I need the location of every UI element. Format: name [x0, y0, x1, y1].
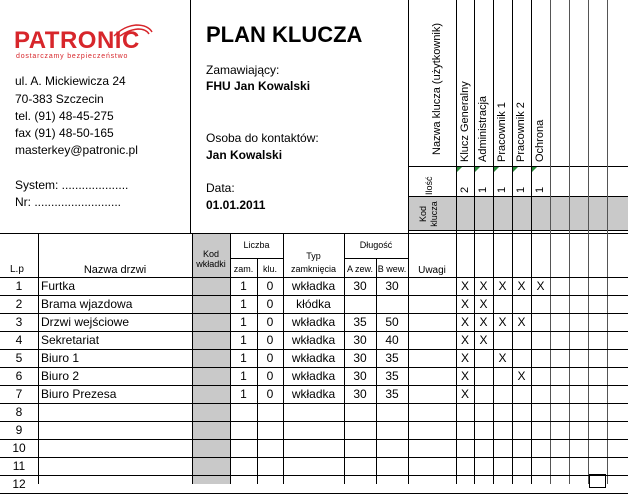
row-lock-type: wkładka — [291, 387, 336, 401]
key-quantity-3: 1 — [496, 186, 508, 193]
row-key-mark: X — [460, 297, 469, 311]
row-key-mark: X — [460, 315, 469, 329]
key-quantity-2: 1 — [477, 186, 489, 193]
row-length-b: 30 — [385, 279, 399, 293]
logo-text: PATRONIC — [14, 27, 140, 54]
email-address: masterkey@patronic.pl — [15, 143, 138, 157]
row-ordered: 1 — [240, 369, 247, 383]
count-group-header: Liczba — [243, 240, 270, 250]
row-door-name: Brama wjazdowa — [41, 297, 133, 311]
key-quantity-5: 1 — [534, 186, 546, 193]
notes-header: Uwagi — [418, 265, 446, 276]
row-key-mark: X — [479, 297, 488, 311]
grid-vline — [493, 0, 494, 484]
row-length-b: 40 — [385, 333, 399, 347]
row-lock-type: wkładka — [291, 315, 336, 329]
row-ordered: 1 — [240, 279, 247, 293]
row-door-name: Biuro Prezesa — [41, 387, 117, 401]
code-column-header: Kod wkładki — [196, 249, 226, 269]
grid-hline — [0, 313, 628, 314]
row-key-mark: X — [479, 315, 488, 329]
quantity-header: Ilość — [424, 176, 434, 195]
row-lp: 7 — [15, 387, 23, 401]
row-key-mark: X — [460, 351, 469, 365]
length-a-header: A zew. — [346, 264, 373, 274]
grid-hline — [0, 475, 628, 476]
grid-vline — [588, 0, 589, 484]
grid-hline — [0, 439, 628, 440]
key-name-2: Administracja — [477, 95, 489, 162]
grid-hline — [230, 258, 283, 259]
row-door-name: Sekretariat — [41, 333, 100, 347]
orderer-value: FHU Jan Kowalski — [206, 79, 311, 93]
key-name-4: Pracownik 2 — [515, 102, 527, 162]
grid-vline — [569, 0, 570, 484]
row-lp: 12 — [12, 477, 26, 491]
key-quantity-4: 1 — [515, 186, 527, 193]
row-ordered: 1 — [240, 387, 247, 401]
grid-hline — [0, 233, 628, 234]
grid-vline — [190, 0, 191, 233]
row-key-mark: X — [460, 279, 469, 293]
date-value: 01.01.2011 — [206, 198, 266, 212]
row-lp: 11 — [12, 459, 26, 473]
phone-number: tel. (91) 48-45-275 — [15, 109, 114, 123]
row-length-b: 50 — [385, 315, 399, 329]
grid-vline — [531, 0, 532, 484]
row-ordered: 1 — [240, 297, 247, 311]
comment-marker-icon — [513, 167, 518, 172]
lp-header: L.p — [10, 264, 24, 275]
page-title: PLAN KLUCZA — [206, 22, 363, 47]
row-key-mark: X — [517, 369, 526, 383]
row-door-name: Biuro 2 — [41, 369, 80, 383]
grid-vline — [192, 233, 193, 484]
grid-vline — [607, 0, 608, 484]
row-keys: 0 — [266, 369, 274, 383]
row-lp: 3 — [15, 315, 23, 329]
length-group-header: Długość — [359, 240, 393, 250]
key-name-3: Pracownik 1 — [496, 102, 508, 162]
row-lock-type: kłódka — [296, 297, 331, 311]
grid-hline — [408, 166, 628, 167]
key-name-1: Klucz Generalny — [459, 81, 471, 162]
comment-marker-icon — [475, 167, 480, 172]
key-name-5: Ochrona — [534, 119, 546, 162]
key-code-row-bg — [408, 196, 628, 230]
key-code-header: Kod klucza — [418, 201, 439, 227]
row-key-mark: X — [479, 333, 488, 347]
number-field: Nr: .......................... — [15, 195, 122, 209]
row-keys: 0 — [266, 315, 274, 329]
grid-hline — [0, 403, 628, 404]
row-length-a: 30 — [353, 333, 367, 347]
grid-vline — [408, 0, 409, 484]
date-label: Data: — [206, 181, 235, 195]
door-name-header: Nazwa drzwi — [83, 264, 147, 276]
grid-vline — [230, 233, 231, 484]
grid-vline — [550, 0, 551, 484]
corner-checkbox[interactable] — [589, 474, 606, 488]
key-quantity-1: 2 — [459, 186, 471, 193]
grid-vline — [456, 0, 457, 484]
length-b-header: B wew. — [377, 264, 407, 274]
row-key-mark: X — [498, 315, 507, 329]
lock-type-header: Typ zamknięcia — [290, 251, 337, 274]
grid-hline — [408, 196, 628, 197]
door-code-column-bg — [192, 233, 230, 484]
row-length-a: 30 — [353, 351, 367, 365]
row-ordered: 1 — [240, 351, 247, 365]
row-key-mark: X — [460, 333, 469, 347]
logo-tagline: dostarczamy bezpieczeństwo — [16, 53, 129, 60]
row-keys: 0 — [266, 387, 274, 401]
grid-hline — [408, 230, 628, 231]
grid-vline — [344, 233, 345, 484]
grid-vline — [474, 0, 475, 484]
row-keys: 0 — [266, 333, 274, 347]
grid-hline — [0, 295, 628, 296]
grid-vline — [38, 233, 39, 484]
key-name-header: Nazwa klucza (użytkownik) — [431, 22, 443, 155]
row-length-a: 30 — [353, 387, 367, 401]
comment-marker-icon — [532, 167, 537, 172]
comment-marker-icon — [494, 167, 499, 172]
row-key-mark: X — [517, 279, 526, 293]
grid-vline — [257, 258, 258, 484]
row-length-b: 35 — [385, 369, 399, 383]
orderer-label: Zamawiający: — [206, 63, 280, 77]
row-key-mark: X — [460, 369, 469, 383]
row-length-a: 30 — [353, 279, 367, 293]
grid-hline — [0, 349, 628, 350]
grid-hline — [0, 457, 628, 458]
contact-value: Jan Kowalski — [206, 148, 283, 162]
row-key-mark: X — [498, 351, 507, 365]
row-lp: 1 — [15, 279, 23, 293]
row-lock-type: wkładka — [291, 333, 336, 347]
grid-vline — [283, 233, 284, 484]
row-lp: 9 — [15, 423, 23, 437]
address-line-1: ul. A. Mickiewicza 24 — [15, 74, 126, 88]
address-line-2: 70-383 Szczecin — [15, 92, 104, 106]
grid-vline — [376, 258, 377, 484]
row-length-b: 35 — [385, 351, 399, 365]
fax-number: fax (91) 48-50-165 — [15, 126, 114, 140]
row-key-mark: X — [479, 279, 488, 293]
grid-hline — [344, 258, 408, 259]
row-lock-type: wkładka — [291, 279, 336, 293]
row-lp: 5 — [15, 351, 23, 365]
grid-hline — [0, 421, 628, 422]
contact-label: Osoba do kontaktów: — [206, 131, 319, 145]
ordered-count-header: zam. — [233, 264, 254, 274]
key-count-header: klu. — [262, 264, 277, 274]
row-keys: 0 — [266, 297, 274, 311]
row-keys: 0 — [266, 279, 274, 293]
row-lp: 2 — [15, 297, 23, 311]
row-lp: 6 — [15, 369, 23, 383]
grid-vline — [512, 0, 513, 484]
row-key-mark: X — [460, 387, 469, 401]
row-ordered: 1 — [240, 315, 247, 329]
row-lock-type: wkładka — [291, 369, 336, 383]
row-length-a: 30 — [353, 369, 367, 383]
row-ordered: 1 — [240, 333, 247, 347]
row-lp: 8 — [15, 405, 23, 419]
row-length-a: 35 — [353, 315, 367, 329]
row-key-mark: X — [517, 315, 526, 329]
row-door-name: Biuro 1 — [41, 351, 80, 365]
row-lp: 4 — [15, 333, 23, 347]
row-lock-type: wkładka — [291, 351, 336, 365]
row-keys: 0 — [266, 351, 274, 365]
grid-hline — [0, 367, 628, 368]
grid-hline — [0, 385, 628, 386]
row-door-name: Drzwi wejściowe — [41, 315, 130, 329]
grid-hline — [0, 277, 628, 278]
row-key-mark: X — [536, 279, 545, 293]
row-length-b: 35 — [385, 387, 399, 401]
grid-hline — [0, 331, 628, 332]
system-field: System: .................... — [15, 178, 129, 192]
row-lp: 10 — [12, 441, 26, 455]
comment-marker-icon — [457, 167, 462, 172]
row-door-name: Furtka — [41, 279, 76, 293]
row-key-mark: X — [498, 279, 507, 293]
